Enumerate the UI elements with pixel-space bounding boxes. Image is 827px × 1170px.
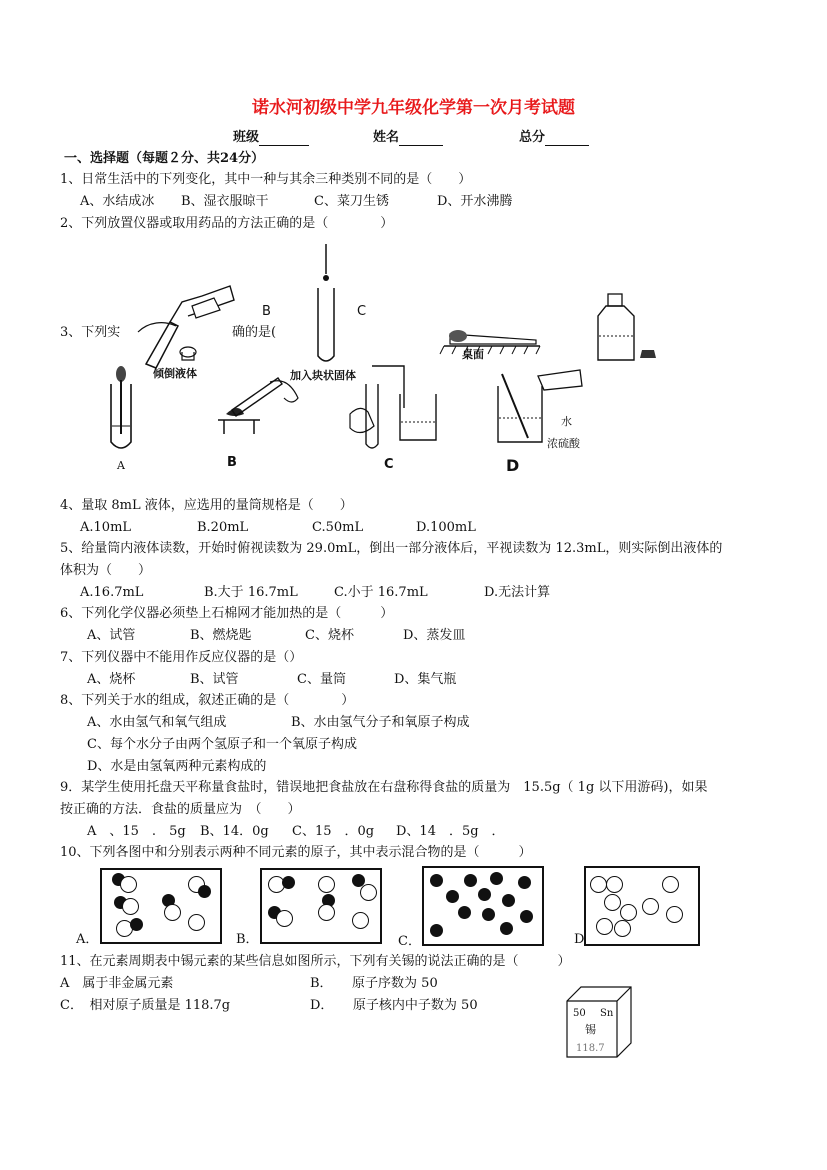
tin-atomic-number: 50 [573,1008,586,1019]
tin-name: 锡 [585,1023,596,1036]
q9-stem-line2: 按正确的方法．食盐的质量应为 （ ） [60,802,301,817]
q10-label-a: A． [76,932,99,947]
q11-option-d[interactable]: D． 原子核内中子数为 50 [310,998,478,1013]
reagent-bottle-figure [594,292,664,364]
q8-option-d[interactable]: D、水是由氢氧两种元素构成的 [87,759,267,774]
q10-label-c: C． [398,934,421,949]
q5-option-a[interactable]: A.16.7mL [80,585,144,600]
q8-option-a[interactable]: A、水由氢气和氧气组成 [87,715,227,730]
q4-stem: 4、量取 8mL 液体，应选用的量筒规格是（ ） [60,498,353,513]
test-tube-solid-figure [312,244,342,370]
pour-liquid-label: 倾倒液体 [153,367,197,380]
q3-top-label-c: C [357,304,367,319]
figure-d-label: D [506,456,520,475]
q7-option-b[interactable]: B、试管 [190,672,239,687]
q6-option-b[interactable]: B、燃烧匙 [190,628,252,643]
q1-option-b[interactable]: B、湿衣服晾干 [181,194,269,209]
q5-option-c[interactable]: C.小于 16.7mL [334,585,428,600]
q1-option-a[interactable]: A、水结成冰 [80,194,155,209]
class-field: 班级 [233,130,309,146]
figure-a-test-tube [108,364,136,454]
desk-tube-figure [440,328,550,362]
q9-option-a[interactable]: A 、15 . 5g [87,824,186,839]
q1-stem: 1、日常生活中的下列变化，其中一种与其余三种类别不同的是（ ） [60,172,472,187]
q1-option-c[interactable]: C、菜刀生锈 [314,194,389,209]
q7-option-d[interactable]: D、集气瓶 [394,672,457,687]
q10-box-c[interactable] [422,866,544,946]
q1-option-d[interactable]: D、开水沸腾 [437,194,513,209]
q7-option-a[interactable]: A、烧杯 [87,672,136,687]
q6-option-c[interactable]: C、烧杯 [305,628,354,643]
figure-b-heating [204,374,304,440]
q5-option-d[interactable]: D.无法计算 [484,585,551,600]
q8-option-c[interactable]: C、每个水分子由两个氢原子和一个氧原子构成 [87,737,357,752]
section-heading: 一、选择题（每题２分、共24分） [64,151,265,166]
q2-stem: 2、下列放置仪器或取用药品的方法正确的是（ ） [60,216,394,231]
q11-option-c[interactable]: C． 相对原子质量是 118.7g [60,998,231,1013]
add-solid-label: 加入块状固体 [290,369,356,382]
q10-label-d: D [574,932,585,947]
q3-stem-start: 3、下列实 [60,325,121,340]
q4-option-a[interactable]: A.10mL [80,520,132,535]
q9-stem-line1: 9．某学生使用托盘天平称量食盐时，错误地把食盐放在右盘称得食盐的质量为 15.5g（ 1g 以下用游码)，如果 [60,780,708,795]
q5-stem-line2: 体积为（ ） [60,563,152,578]
q10-stem: 10、下列各图中和分别表示两种不同元素的原子，其中表示混合物的是（ ） [60,845,532,860]
q4-option-b[interactable]: B.20mL [197,520,249,535]
score-field: 总分 [519,130,589,146]
q10-label-b: B． [236,932,259,947]
q6-option-a[interactable]: A、试管 [87,628,136,643]
q11-stem: 11、在元素周期表中锡元素的某些信息如图所示，下列有关锡的说法正确的是（ ） [60,954,571,969]
figure-c-label: C [384,457,394,472]
q11-option-a[interactable]: A 属于非金属元素 [60,976,174,991]
q3-top-label-b: B [262,304,271,319]
desk-label: 桌面 [462,348,484,361]
figure-c-gas-apparatus [346,364,442,452]
figure-a-label: A [117,459,125,472]
figure-b-label: B [227,455,237,470]
q5-option-b[interactable]: B.大于 16.7mL [204,585,298,600]
q6-stem: 6、下列化学仪器必须垫上石棉网才能加热的是（ ） [60,606,394,621]
water-label: 水 [561,415,572,428]
q10-box-d[interactable] [584,866,700,946]
q9-option-c[interactable]: C、15 ．0g [292,824,375,839]
pour-liquid-figure [130,276,240,372]
q8-option-b[interactable]: B、水由氢气分子和氧原子构成 [291,715,470,730]
q9-option-b[interactable]: B、14．0g [200,824,269,839]
q4-option-d[interactable]: D.100mL [416,520,476,535]
q5-stem-line1: 5、给量筒内液体读数，开始时俯视读数为 29.0mL，倒出一部分液体后，平视读数为 12.3mL，则实际倒出液体的 [60,541,723,556]
q3-stem-end: 确的是( [232,325,277,340]
acid-label: 浓硫酸 [547,437,580,450]
q4-option-c[interactable]: C.50mL [312,520,364,535]
q11-option-b[interactable]: B． 原子序数为 50 [310,976,438,991]
exam-title: 诺水河初级中学九年级化学第一次月考试题 [252,98,575,118]
tin-symbol: Sn [600,1008,614,1019]
tin-mass: 118.7 [576,1043,605,1054]
q7-option-c[interactable]: C、量筒 [297,672,346,687]
q10-box-b[interactable] [260,868,382,944]
q7-stem: 7、下列仪器中不能用作反应仪器的是（） [60,650,303,665]
name-field: 姓名 [373,130,443,146]
q8-stem: 8、下列关于水的组成，叙述正确的是（ ） [60,693,355,708]
q10-box-a[interactable] [100,868,222,944]
q6-option-d[interactable]: D、蒸发皿 [403,628,466,643]
q9-option-d[interactable]: D、14 ．5g ． [396,824,505,839]
